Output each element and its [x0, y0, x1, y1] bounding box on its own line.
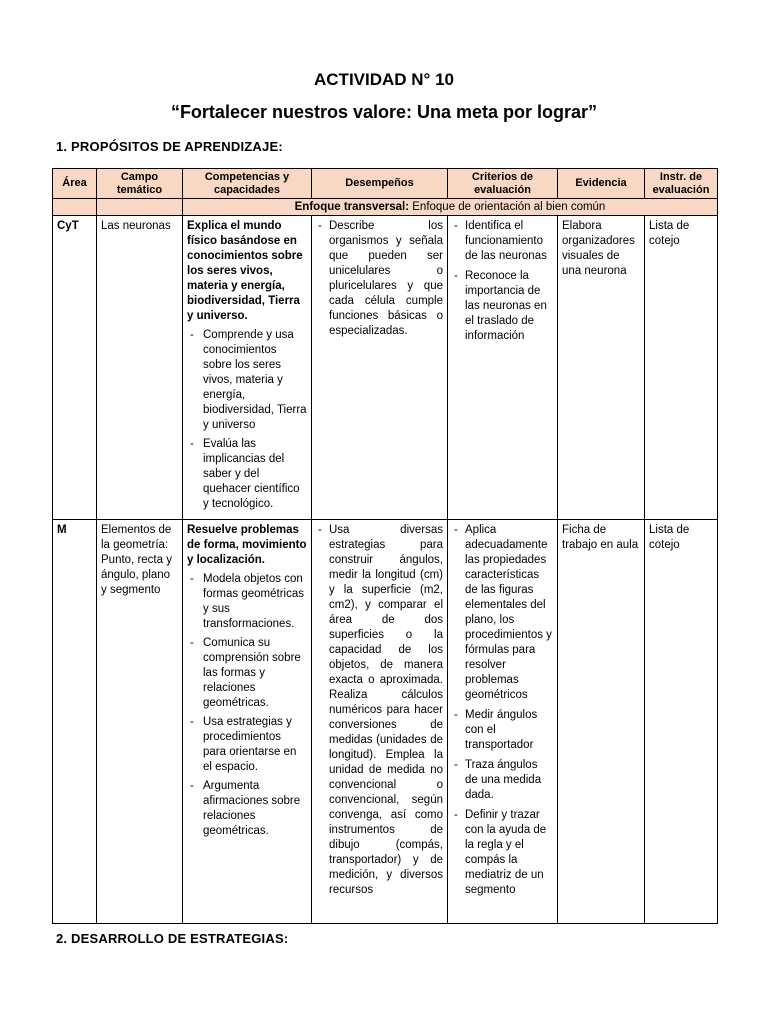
list-item: - Traza ángulos de una medida dada.	[452, 758, 553, 803]
list-item: - Usa estrategias y procedimientos para orientarse en el espacio.	[187, 715, 307, 775]
list-item: - Comunica su comprensión sobre las formas y relaciones geométricas.	[187, 636, 307, 711]
header-area: Área	[53, 169, 97, 199]
criterios-list	[452, 523, 553, 898]
capacidades-list	[187, 328, 307, 512]
list-item: - Identifica el funcionamiento de las neuronas	[452, 219, 553, 264]
desempenos-cell	[312, 216, 448, 520]
enfoque-label: Enfoque transversal:	[294, 201, 410, 213]
page-subtitle: “Fortalecer nuestros valore: Una meta por lograr”	[170, 102, 598, 122]
list-item: - Describe los organismos y señala que pueden ser unicelulares o pluricelulares y que cada célula cumple funciones básicas o especializadas.	[316, 219, 443, 339]
criterios-cell	[448, 216, 558, 520]
criterios-list	[452, 219, 553, 344]
enfoque-row	[53, 199, 718, 216]
capacidades-list	[187, 572, 307, 839]
evidencia-cell: Elabora organizadores visuales de una neurona	[558, 216, 645, 520]
list-item: - Comprende y usa conocimientos sobre los seres vivos, materia y energía, biodiversidad, Tierra y universo	[187, 328, 307, 433]
area-cell: CyT	[53, 216, 97, 520]
area-cell: M	[53, 520, 97, 924]
competencias-cell	[183, 520, 312, 924]
instrumento-cell: Lista de cotejo	[645, 216, 718, 520]
list-item: - Usa diversas estrategias para construir ángulos, medir la longitud (cm) y la superficie (m2, cm2), y comparar el área de dos superficies o la capacidad de los objetos, de manera exacta o aproximada. Realiza cálculos numéricos para hacer conversiones de medidas (unidades de longitud). Emplea la unidad de medida no convencional o convencional, según convenga, así como instrumentos de dibujo (compás, transportador) y de medición, y diversos recursos	[316, 523, 443, 898]
criterios-cell	[448, 520, 558, 924]
list-item: - Modela objetos con formas geométricas y sus transformaciones.	[187, 572, 307, 632]
header-criterios: Criterios de evaluación	[448, 169, 558, 199]
section-heading-estrategias: 2. DESARROLLO DE ESTRATEGIAS:	[56, 931, 289, 946]
header-campo: Campo temático	[97, 169, 183, 199]
list-item: - Aplica adecuadamente las propiedades características de las figuras elementales del plano, los procedimientos y fórmulas para resolver problemas geométricos	[452, 523, 553, 703]
campo-cell: Las neuronas	[97, 216, 183, 520]
section-heading-propositos: 1. PROPÓSITOS DE APRENDIZAJE:	[56, 139, 283, 154]
table-row	[53, 520, 718, 924]
evidencia-cell: Ficha de trabajo en aula	[558, 520, 645, 924]
competencia-title: Resuelve problemas de forma, movimiento y localización.	[187, 524, 307, 566]
header-evidencia: Evidencia	[558, 169, 645, 199]
enfoque-cell	[183, 199, 718, 216]
list-item: - Argumenta afirmaciones sobre relaciones geométricas.	[187, 779, 307, 839]
list-item: - Definir y trazar con la ayuda de la regla y el compás la mediatriz de un segmento	[452, 808, 553, 898]
campo-cell: Elementos de la geometría: Punto, recta y ángulo, plano y segmento	[97, 520, 183, 924]
list-item: - Reconoce la importancia de las neuronas en el traslado de información	[452, 269, 553, 344]
list-item: - Evalúa las implicancias del saber y del quehacer científico y tecnológico.	[187, 437, 307, 512]
desempenos-cell	[312, 520, 448, 924]
desempenos-list	[316, 523, 443, 898]
instrumento-cell: Lista de cotejo	[645, 520, 718, 924]
competencias-cell	[183, 216, 312, 520]
header-desempenos: Desempeños	[312, 169, 448, 199]
competencia-title: Explica el mundo físico basándose en conocimientos sobre los seres vivos, materia y energía, biodiversidad, Tierra y universo.	[187, 220, 303, 322]
table-header-row	[53, 169, 718, 199]
header-competencias: Competencias y capacidades	[183, 169, 312, 199]
list-item: - Medir ángulos con el transportador	[452, 708, 553, 753]
enfoque-value: Enfoque de orientación al bien común	[412, 201, 606, 213]
desempenos-list	[316, 219, 443, 339]
header-instrumento: Instr. de evaluación	[645, 169, 718, 199]
page-title: ACTIVIDAD N° 10	[314, 70, 454, 89]
table-row	[53, 216, 718, 520]
learning-purposes-table	[52, 168, 718, 924]
